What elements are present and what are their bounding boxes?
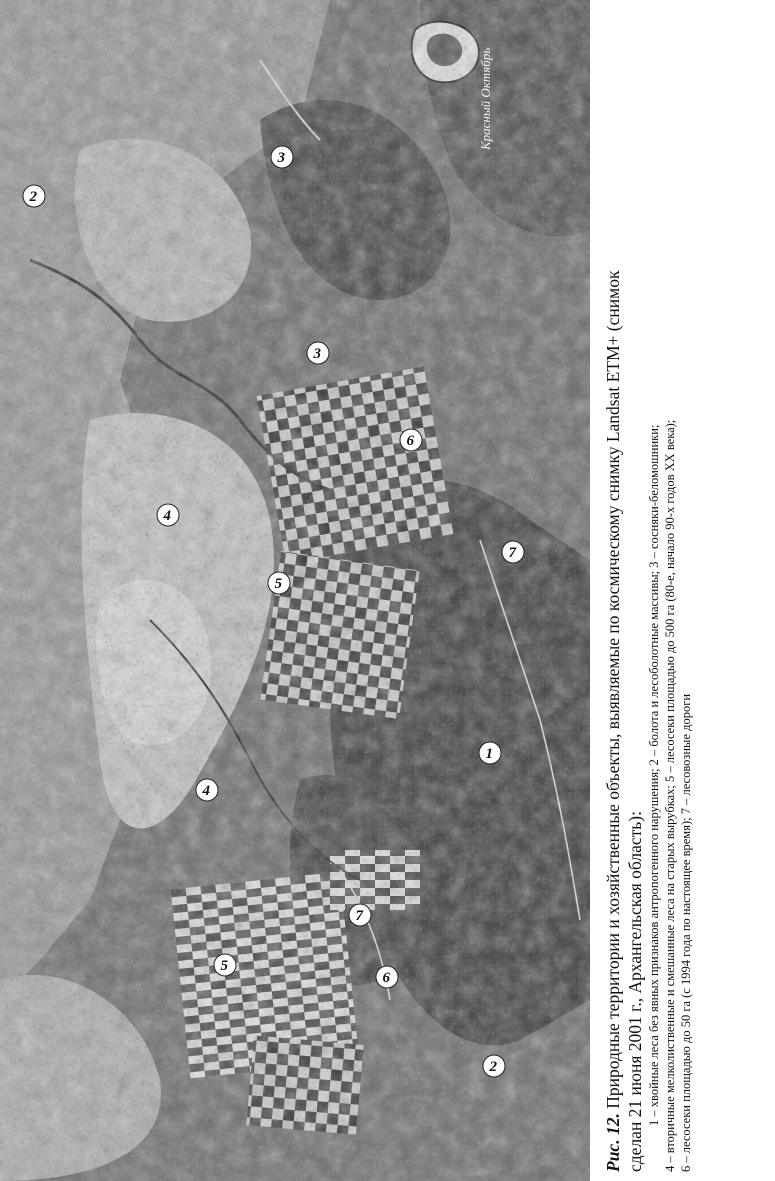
caption-title-continued — [624, 12, 646, 1172]
marker-2-top — [23, 185, 45, 207]
svg-text:3: 3 — [277, 150, 285, 166]
caption-title-part2: сделан 21 июня 2001 г., Архангельская область): — [625, 811, 645, 1172]
marker-7-low — [349, 904, 371, 926]
svg-text:6: 6 — [382, 970, 390, 986]
marker-4-mid — [157, 504, 179, 526]
figure-caption-area — [598, 0, 775, 1181]
marker-2-low — [483, 1055, 505, 1077]
marker-3-mid — [307, 342, 329, 364]
svg-text:7: 7 — [355, 908, 363, 924]
svg-text:5: 5 — [274, 576, 282, 592]
svg-text:3: 3 — [313, 346, 321, 362]
svg-text:4: 4 — [163, 508, 171, 524]
caption-title-part1: Природные территории и хозяйственные объекты, выявляемые по космическому снимку Landsat ETM+ (снимок — [603, 270, 623, 1109]
marker-5-mid — [268, 572, 290, 594]
marker-3-top — [271, 146, 293, 168]
marker-7-mid — [502, 541, 524, 563]
marker-5-low — [214, 954, 236, 976]
marker-1 — [479, 742, 501, 764]
marker-4-low — [196, 779, 218, 801]
svg-text:5: 5 — [220, 958, 228, 974]
svg-text:4: 4 — [202, 783, 210, 799]
svg-text:1: 1 — [485, 746, 493, 762]
marker-6-low — [376, 966, 398, 988]
legend-line-1: 1 – хвойные леса без явных признаков антропогенного нарушения; 2 – болота и лесоболотные массивы; 3 – сосняки-беломошники; — [647, 424, 661, 1126]
place-label: Красный Октябрь — [478, 47, 493, 150]
caption-title — [602, 12, 624, 1172]
legend-line-2: 4 – вторичные мелколиственные и смешанные леса на старых вырубках; 5 – лесосеки площадью до 500 га (80-е, начало 90-х годов XX века); — [663, 419, 677, 1172]
figure-label: Рис. 12. — [603, 1113, 623, 1172]
marker-6-mid — [400, 429, 422, 451]
svg-text:6: 6 — [406, 433, 414, 449]
figure-caption — [602, 12, 767, 1172]
legend-line-3: 6 – лесосеки площадью до 50 га (с 1994 года по настоящее время); 7 – лесовозные дороги — [679, 693, 693, 1172]
svg-text:2: 2 — [29, 189, 37, 205]
svg-text:7: 7 — [508, 545, 516, 561]
svg-text:2: 2 — [489, 1059, 497, 1075]
